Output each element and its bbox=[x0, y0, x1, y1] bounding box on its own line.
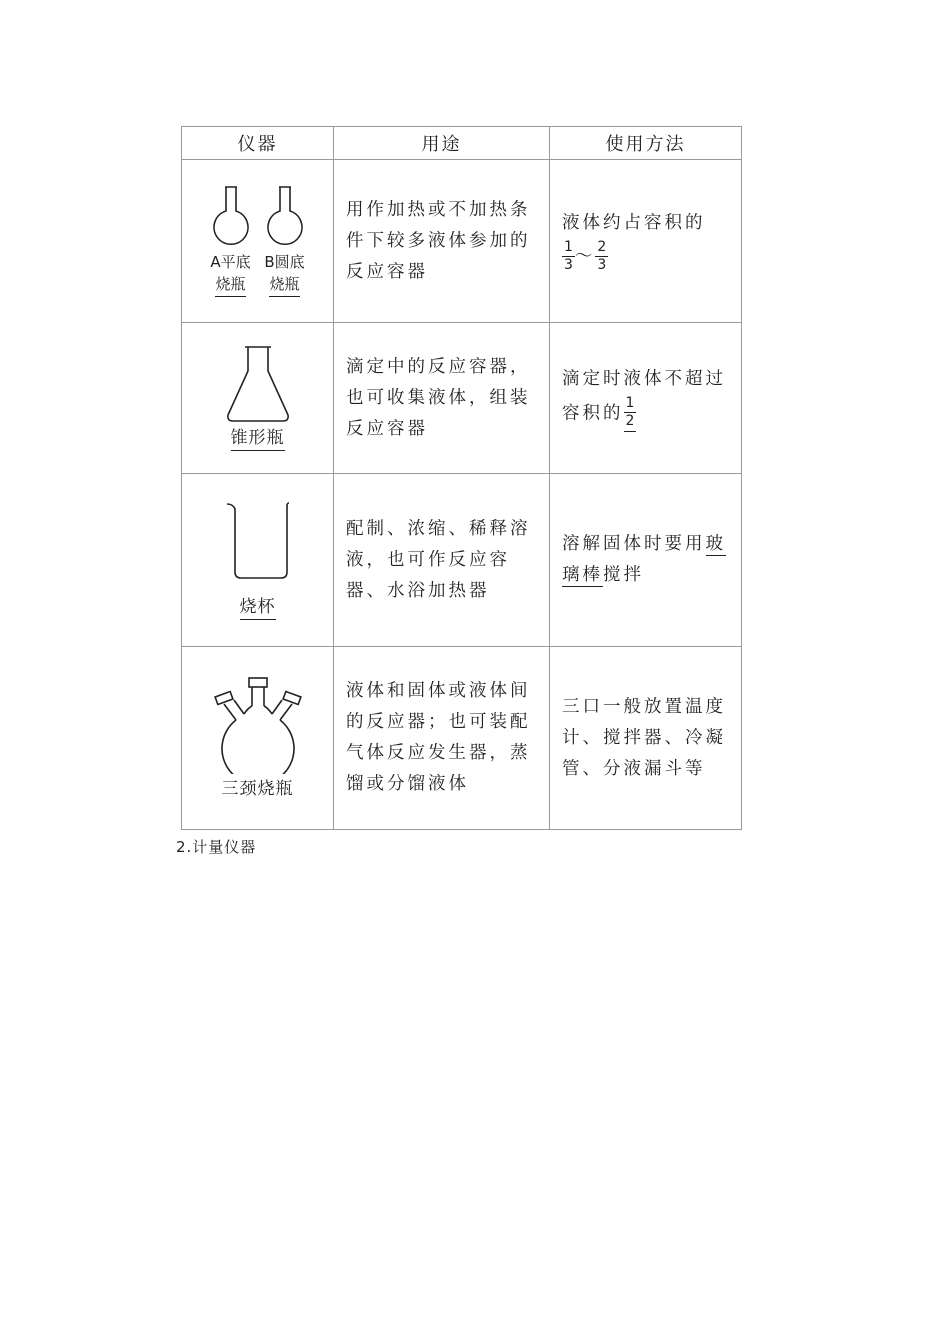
fraction-denominator: 3 bbox=[597, 257, 607, 273]
flask-pair bbox=[182, 185, 333, 297]
round-bottom-flask-icon bbox=[263, 185, 307, 251]
method-cell: 三口一般放置温度计、搅拌器、冷凝管、分液漏斗等 bbox=[550, 647, 742, 830]
method-cell bbox=[550, 160, 742, 323]
fraction-numerator: 2 bbox=[597, 239, 607, 255]
flat-bottom-flask-icon bbox=[209, 185, 253, 251]
fraction-numerator: 1 bbox=[564, 239, 573, 255]
flask-a-label: A平底 bbox=[210, 253, 251, 271]
table-row bbox=[182, 160, 742, 323]
method-cell bbox=[550, 474, 742, 647]
method-text: 液体约占容积的 bbox=[562, 213, 706, 233]
fraction-denominator: 3 bbox=[564, 257, 573, 273]
use-cell: 液体和固体或液体间的反应器；也可装配气体反应发生器，蒸馏或分馏液体 bbox=[334, 647, 550, 830]
method-text: 滴定时液体不超过容积的 bbox=[562, 369, 726, 424]
use-cell: 配制、浓缩、稀释溶液，也可作反应容器、水浴加热器 bbox=[334, 474, 550, 647]
range-separator: ～ bbox=[574, 246, 596, 267]
use-cell: 用作加热或不加热条件下较多液体参加的反应容器 bbox=[334, 160, 550, 323]
table-row bbox=[182, 647, 742, 830]
fraction-denominator: 2 bbox=[625, 413, 635, 429]
apparatus-table bbox=[181, 126, 742, 830]
method-cell bbox=[550, 323, 742, 474]
fraction-numerator: 1 bbox=[625, 395, 635, 411]
flask-b-label: B圆底 bbox=[264, 253, 305, 271]
table-row bbox=[182, 323, 742, 474]
fraction bbox=[595, 239, 608, 274]
section-heading: 2.计量仪器 bbox=[176, 838, 257, 856]
use-cell: 滴定中的反应容器，也可收集液体，组装反应容器 bbox=[334, 323, 550, 474]
header-instrument: 仪器 bbox=[182, 127, 334, 160]
header-method: 使用方法 bbox=[550, 127, 742, 160]
method-underlined: 玻璃棒 bbox=[562, 534, 726, 585]
instrument-name: 三颈烧瓶 bbox=[221, 778, 294, 799]
method-text: 溶解固体时要用 bbox=[562, 534, 706, 554]
instrument-cell bbox=[182, 323, 334, 474]
beaker-icon bbox=[223, 500, 293, 582]
table-row bbox=[182, 474, 742, 647]
three-neck-flask-icon bbox=[210, 676, 306, 774]
fraction bbox=[624, 395, 637, 432]
table-header-row bbox=[182, 127, 742, 160]
instrument-cell bbox=[182, 647, 334, 830]
instrument-name: 锥形瓶 bbox=[231, 427, 285, 451]
flask-a-name: 烧瓶 bbox=[215, 273, 245, 297]
instrument-cell bbox=[182, 474, 334, 647]
instrument-name: 烧杯 bbox=[240, 596, 276, 620]
flask-b-name: 烧瓶 bbox=[269, 273, 299, 297]
fraction bbox=[562, 239, 575, 274]
method-suffix: 搅拌 bbox=[603, 565, 644, 585]
conical-flask-icon bbox=[223, 345, 293, 423]
header-use: 用途 bbox=[334, 127, 550, 160]
instrument-cell bbox=[182, 160, 334, 323]
